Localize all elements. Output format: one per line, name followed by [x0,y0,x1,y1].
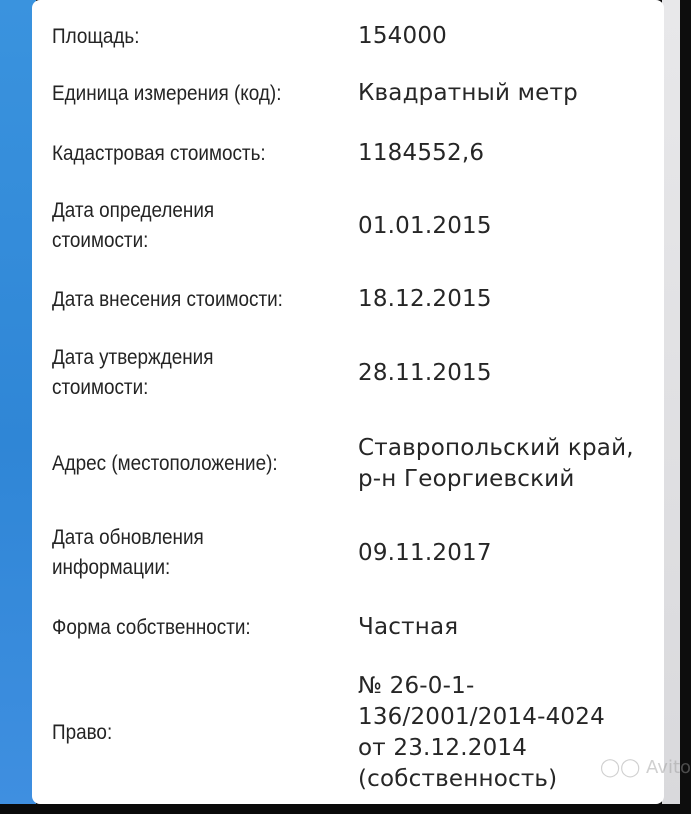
address-value [358,433,634,495]
row-unit [52,78,648,109]
approval-date-label [52,343,327,403]
avito-watermark-icon: ◯◯ [600,757,641,778]
ownership-form-value: Частная [358,614,459,640]
right-label: Право: [52,721,113,744]
valuation-date-label [52,196,327,256]
row-valuation-date [52,196,648,256]
row-address [52,433,648,495]
background-panel-left [0,0,36,804]
property-info-card [32,0,664,804]
right-value-line2: 136/2001/2014-4024 [358,704,605,730]
approval-date-value: 28.11.2015 [358,359,492,386]
unit-label: Единица измерения (код): [52,81,282,105]
area-label: Площадь: [52,24,140,48]
update-date-label-line2: информации: [52,556,171,579]
avito-watermark-text: Avito [646,757,691,778]
row-right [52,671,648,795]
address-line2: р-н Георгиевский [358,466,575,492]
entry-date-label: Дата внесения стоимости: [52,287,283,311]
cadastral-value: 1184552,6 [358,140,485,166]
row-area [52,21,648,52]
update-date-label-line1: Дата обновления [52,526,204,549]
update-date-label [52,523,327,583]
bottom-bar [0,804,680,814]
row-cadastral-value [52,138,648,169]
valuation-date-label-line1: Дата определения [52,199,215,222]
right-value-line1: № 26-0-1- [358,673,475,699]
background-panel-right [662,0,680,804]
row-ownership-form [52,612,648,643]
right-value [358,671,605,795]
entry-date-value: 18.12.2015 [358,286,492,312]
valuation-date-label-line2: стоимости: [52,229,149,252]
approval-date-label-line2: стоимости: [52,376,149,399]
row-approval-date [52,343,648,403]
row-update-date [52,523,648,583]
valuation-date-value: 01.01.2015 [358,212,492,239]
cadastral-value-label: Кадастровая стоимость: [52,141,266,165]
avito-watermark [600,757,691,778]
unit-value: Квадратный метр [358,80,578,106]
right-value-line3: от 23.12.2014 [358,735,528,761]
address-line1: Ставропольский край, [358,435,634,461]
area-value: 154000 [358,23,447,49]
right-value-line4: (собственность) [358,766,558,792]
ownership-form-label: Форма собственности: [52,615,251,639]
approval-date-label-line1: Дата утверждения [52,346,214,369]
update-date-value: 09.11.2017 [358,539,492,566]
row-entry-date [52,284,648,315]
address-label: Адрес (местоположение): [52,452,278,475]
